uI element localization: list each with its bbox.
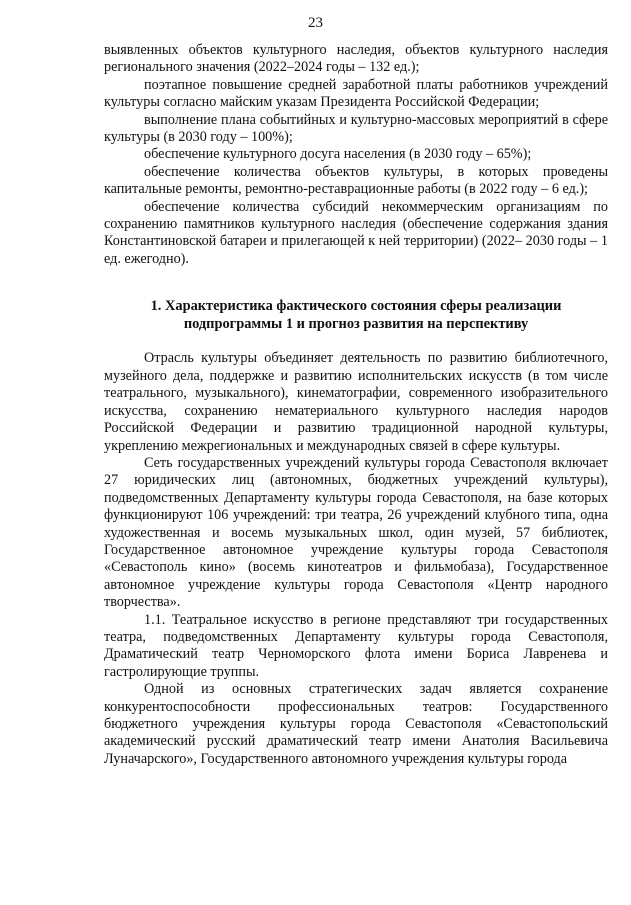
paragraphs-before-heading	[104, 42, 608, 268]
paragraph: Отрасль культуры объединяет деятельность по развитию библиотечного, музейного дела, поддержке и развитию исполнительских искусств (в том числе театрального, музыкального), кинематографии, современного изобразительного искусства, сохранению нематериального культурного наследия народов Российской Федерации и развитию традиционной народной культуры, укреплению межрегиональных и международных связей в сфере культуры.	[104, 350, 608, 454]
page-number: 23	[308, 15, 323, 31]
paragraph: выявленных объектов культурного наследия, объектов культурного наследия регионального значения (2022–2024 годы – 132 ед.);	[104, 42, 608, 76]
page-content	[104, 42, 608, 768]
section-heading-line-2: подпрограммы 1 и прогноз развития на перспективу	[183, 315, 529, 332]
paragraph: Одной из основных стратегических задач является сохранение конкурентоспособности профессиональных театров: Государственного бюджетного учреждения культуры города Севастополя «Севастопольский академический русский драматический театр имени Анатолия Васильевича Луначарского», Государственного автономного учреждения культуры города	[104, 681, 608, 767]
paragraph: выполнение плана событийных и культурно-массовых мероприятий в сфере культуры (в 2030 году – 100%);	[104, 111, 608, 146]
paragraph: поэтапное повышение средней заработной платы работников учреждений культуры согласно майским указам Президента Российской Федерации;	[104, 76, 608, 111]
paragraph: обеспечение культурного досуга населения (в 2030 году – 65%);	[144, 146, 532, 163]
paragraphs-after-heading	[104, 350, 608, 768]
section-heading-line-1: 1. Характеристика фактического состояния сферы реализации	[150, 298, 562, 315]
section-heading	[104, 298, 608, 333]
paragraph: обеспечение количества субсидий некоммерческим организациям по сохранению памятников культурного наследия (обеспечение содержания здания Константиновской батареи и прилегающей к ней территории) (2022– 2030 годы – 1 ед. ежегодно).	[104, 198, 608, 267]
paragraph: обеспечение количества объектов культуры, в которых проведены капитальные ремонты, ремонтно-реставрационные работы (в 2022 году – 6 ед.);	[104, 163, 608, 198]
paragraph: 1.1. Театральное искусство в регионе представляют три государственных театра, подведомственных Департаменту культуры города Севастополя, Драматический театр Черноморского флота имени Бориса Лавренева и гастролирующие труппы.	[104, 611, 608, 680]
paragraph: Сеть государственных учреждений культуры города Севастополя включает 27 юридических лиц (автономных, бюджетных учреждений культуры), подведомственных Департаменту культуры города Севастополя, на базе которых функционируют 106 учреждений: три театра, 26 учреждений клубного типа, одна художественная и восемь музыкальных школ, один музей, 57 библиотек, Государственное автономное учреждение культуры города Севастополя «Севастополь кино» (восемь кинотеатров и фильмобаза), Государственное автономное учреждение культуры города Севастополя «Центр народного творчества».	[104, 454, 608, 611]
